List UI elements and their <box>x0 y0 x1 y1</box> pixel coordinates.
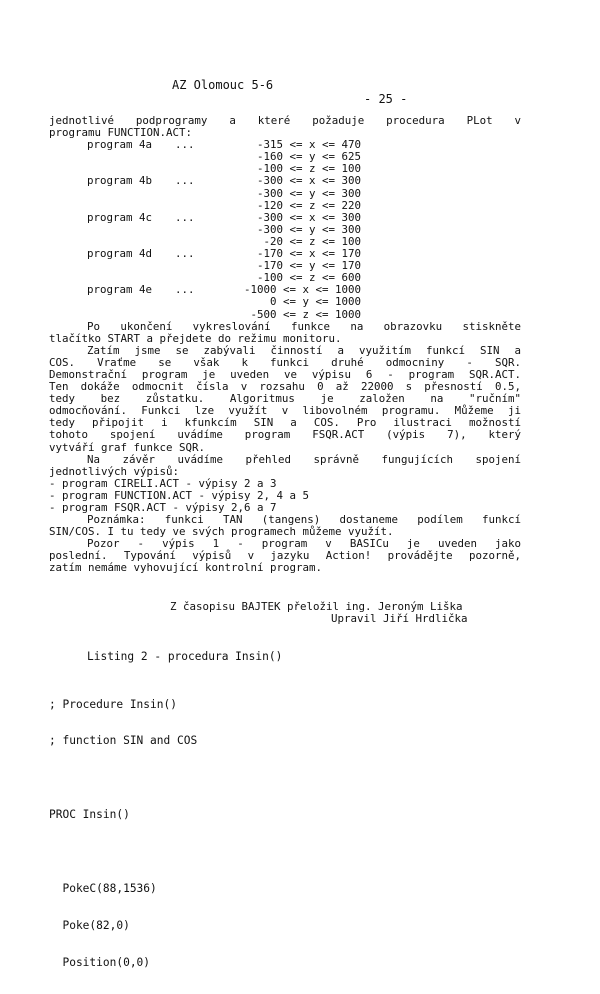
intro-line-1: jednotlivé podprogramy a které požaduje procedura PLot v <box>49 114 521 127</box>
code-line: PROC Insin() <box>49 808 130 822</box>
range-expression: -315 <= x <= 470 <box>256 138 361 152</box>
range-program-label: program 4a <box>87 138 153 152</box>
page-number: - 25 - <box>364 92 408 106</box>
range-row <box>49 309 521 321</box>
range-program-label: program 4e <box>87 283 153 297</box>
range-expression: -300 <= y <= 300 <box>256 222 361 236</box>
range-expression: -100 <= z <= 100 <box>256 162 361 176</box>
para5-line-1: Pozor - výpis 1 - program v BASICu je uveden jako <box>87 537 521 551</box>
code-line <box>49 846 549 858</box>
para2-line-5: tedy bez zůstatku. Algoritmus je založen na "ručním" <box>49 392 521 406</box>
para2-line-1: Zatím jsme se zabývali činností a využitím funkcí SIN a <box>87 343 521 357</box>
range-expression: -170 <= y <= 170 <box>256 259 361 273</box>
para2-line-2: COS. Vraťme se však k funkci druhé odmocniny - SQR. <box>49 355 521 369</box>
range-expression: -500 <= z <= 1000 <box>250 307 361 321</box>
range-expression: -1000 <= x <= 1000 <box>243 283 361 297</box>
range-expression: -170 <= x <= 170 <box>256 247 361 261</box>
range-dots: ... <box>175 247 195 261</box>
para2-line-6: odmocňování. Funkci lze využít v libovolném programu. Můžeme ji <box>49 404 521 418</box>
translator-credit: Z časopisu BAJTEK přeložil ing. Jeroným Liška <box>170 600 463 613</box>
code-line <box>49 772 549 784</box>
range-dots: ... <box>175 174 195 188</box>
range-dots: ... <box>175 283 195 297</box>
intro-line-2: programu FUNCTION.ACT: <box>49 126 193 140</box>
range-expression: -300 <= x <= 300 <box>256 210 361 224</box>
range-row <box>49 175 521 187</box>
para1-line-1: Po ukončení vykreslování funkce na obrazovku stiskněte <box>87 319 521 333</box>
code-listing <box>49 674 549 994</box>
para5-line-2: poslední. Typování výpisů v jazyku Action! provádějte pozorně, <box>49 549 521 563</box>
para2-line-7: tedy připojit i kfunkcím SIN a COS. Pro ilustraci možností <box>49 416 521 430</box>
range-expression: -160 <= y <= 625 <box>256 150 361 164</box>
para2-line-8: tohoto spojení uvádíme program FSQR.ACT (výpis 7), který <box>49 428 521 442</box>
range-table <box>49 139 521 320</box>
code-line: ; function SIN and COS <box>49 734 198 748</box>
bullet-item: - program FSQR.ACT - výpisy 2,6 a 7 <box>49 501 277 514</box>
range-row <box>49 200 521 212</box>
range-dots: ... <box>175 138 195 152</box>
range-expression: -300 <= x <= 300 <box>256 174 361 188</box>
para2-line-9: vytváří graf funkce SQR. <box>49 440 206 454</box>
para5-line-3: zatím nemáme vyhovující kontrolní program. <box>49 561 323 575</box>
para2-line-3: Demonstrační program je uveden ve výpisu 6 - program SQR.ACT. <box>49 367 521 381</box>
article-body <box>49 115 521 575</box>
para4-line-1: Poznámka: funkci TAN (tangens) dostaneme podílem funkcí <box>87 513 521 527</box>
listing-title: Listing 2 - procedura Insin() <box>87 650 283 663</box>
page-header <box>0 64 600 120</box>
code-line: PokeC(88,1536) <box>49 882 157 896</box>
range-expression: -300 <= y <= 300 <box>256 186 361 200</box>
range-expression: -120 <= z <= 220 <box>256 198 361 212</box>
running-title: AZ Olomouc 5-6 <box>172 78 274 92</box>
range-row <box>49 296 521 308</box>
range-dots: ... <box>175 210 195 224</box>
editor-credit: Upravil Jiří Hrdlička <box>331 612 468 625</box>
range-expression: 0 <= y <= 1000 <box>269 295 361 309</box>
para4-line-2: SIN/COS. I tu tedy ve svých programech můžeme využít. <box>49 525 394 539</box>
range-expression: -20 <= z <= 100 <box>263 234 361 248</box>
para2-line-4: Ten dokáže odmocnit čísla v rozsahu 0 až 22000 s přesností 0.5, <box>49 380 521 394</box>
code-line: Poke(82,0) <box>49 918 130 932</box>
para3-line-1: Na závěr uvádíme přehled správně fungujících spojení <box>87 452 521 466</box>
range-program-label: program 4c <box>87 210 153 224</box>
range-row <box>49 188 521 200</box>
bullet-item: - program CIRELI.ACT - výpisy 2 a 3 <box>49 476 277 490</box>
bullet-item: - program FUNCTION.ACT - výpisy 2, 4 a 5 <box>49 488 310 502</box>
code-line: Position(0,0) <box>49 955 151 969</box>
range-program-label: program 4b <box>87 174 153 188</box>
range-program-label: program 4d <box>87 247 153 261</box>
range-expression: -100 <= z <= 600 <box>256 271 361 285</box>
para3-line-2: jednotlivých výpisů: <box>49 464 180 478</box>
code-line: ; Procedure Insin() <box>49 697 177 711</box>
para1-line-2: tlačítko START a přejdete do režimu monitoru. <box>49 331 342 345</box>
